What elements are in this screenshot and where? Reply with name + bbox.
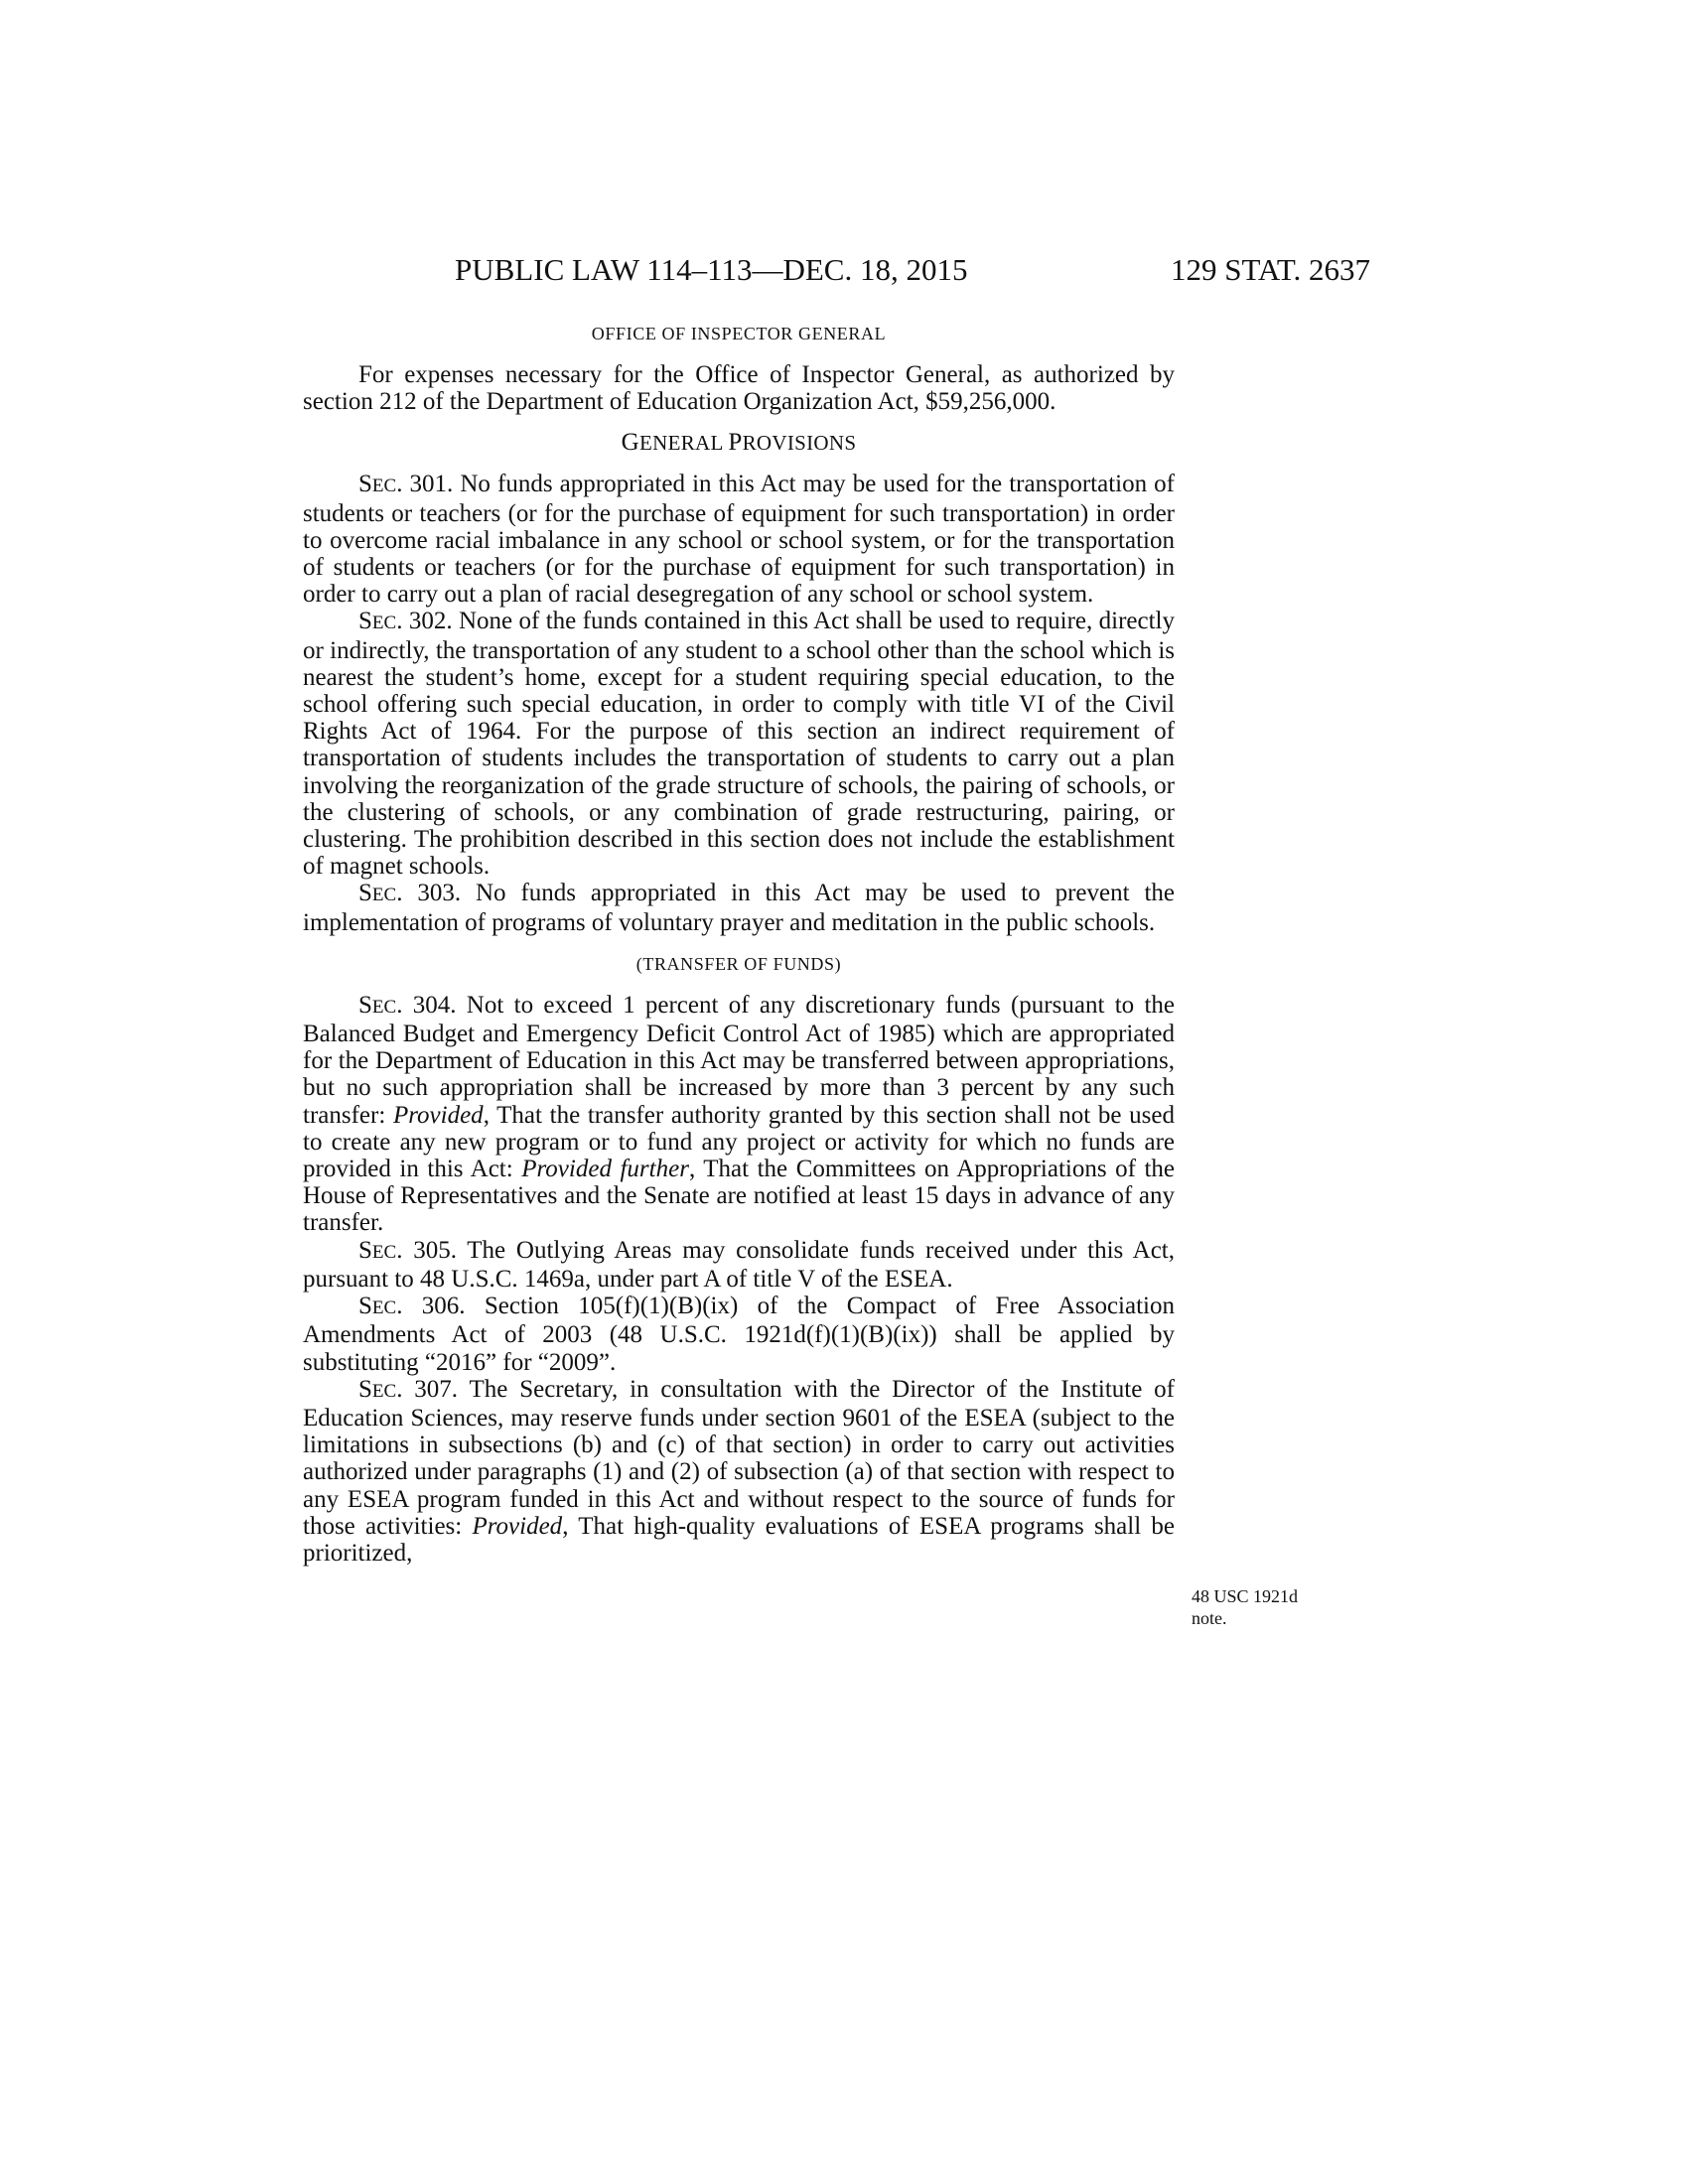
margin-note-line: 48 USC 1921d (1192, 1586, 1299, 1606)
section-label: SEC. 306. (358, 1293, 466, 1320)
section-306: SEC. 306. Section 105(f)(1)(B)(ix) of the Compact of Free Association Amendments Act of 2003 (48 U.S.C. 1921d(f)(1)(B)(ix)) shall be applied by substituting “2016” for “2009”. (303, 1293, 1175, 1376)
section-302: SEC. 302. None of the funds contained in this Act shall be used to require, directly or indirectly, the transportation of any student to a school other than the school which is nearest the student’s home, except for a student requiring special education, to the school offering such special education, in order to comply with title VI of the Civil Rights Act of 1964. For the purpose of this section an indirect requirement of transportation of students includes the transportation of students to carry out a plan involving the reorganization of the grade structure of schools, the pairing of schools, or the clustering of schools, or any combination of grade restructuring, pairing, or clustering. The prohibition described in this section does not include the establishment of magnet schools. (303, 608, 1176, 881)
statute-page-number: 129 STAT. 2637 (1170, 252, 1370, 287)
section-303: SEC. 303. No funds appropriated in this Act may be used to prevent the implementation of programs of voluntary prayer and meditation in the public schools. (303, 880, 1176, 936)
oig-paragraph: For expenses necessary for the Office of Inspector General, as authorized by section 212 of the Department of Education Organization Act, $59,256,000. (303, 361, 1175, 416)
oig-heading: OFFICE OF INSPECTOR GENERAL (591, 324, 887, 343)
section-label: SEC. 302. (358, 608, 453, 635)
section-301: SEC. 301. No funds appropriated in this Act may be used for the transportation of students or teachers (or for the purchase of equipment for such transportation) in order to overcome racial imbalance in any school or school system, or for the transportation of students or teachers (or for the purchase of equipment for such transportation) in order to carry out a plan of racial desegregation of any school or school system. (303, 471, 1176, 609)
section-label: SEC. 304. (358, 991, 457, 1019)
section-label: SEC. 307. (358, 1375, 459, 1403)
section-307: SEC. 307. The Secretary, in consultation with the Director of the Institute of Education Sciences, may reserve funds under section 9601 of the ESEA (subject to the limitations in subsections (b) and (c) of that section) in order to carry out activities authorized under paragraphs (1) and (2) of subsection (a) of that section with respect to any ESEA program funded in this Act and without respect to the source of funds for those activities: Provided, That high-quality evaluations of ESEA programs shall be prioritized, (303, 1375, 1176, 1567)
margin-note-section-306 (1192, 1585, 1350, 1629)
running-header (298, 250, 1370, 290)
section-label: SEC. 305. (358, 1236, 457, 1264)
text-column (303, 320, 1175, 1567)
transfer-of-funds-heading: (TRANSFER OF FUNDS) (635, 953, 842, 974)
margin-note-line: note. (1192, 1608, 1227, 1628)
section-305: SEC. 305. The Outlying Areas may consolidate funds received under this Act, pursuant to 48 U.S.C. 1469a, under part A of title V of the ESEA. (303, 1236, 1175, 1293)
section-304: SEC. 304. Not to exceed 1 percent of any discretionary funds (pursuant to the Balanced Budget and Emergency Deficit Control Act of 1985) which are appropriated for the Department of Education in this Act may be transferred between appropriations, but no such appropriation shall be increased by more than 3 percent by any such transfer: Provided, That the transfer authority granted by this section shall not be used to create any new program or to fund any project or activity for which no funds are provided in this Act: Provided further, That the Committees on Appropriations of the House of Representatives and the Senate are notified at least 15 days in advance of any transfer. (303, 991, 1176, 1237)
general-provisions-heading: GENERAL PROVISIONS (621, 429, 857, 457)
section-label: SEC. 303. (358, 880, 462, 907)
law-title: PUBLIC LAW 114–113—DEC. 18, 2015 (455, 252, 968, 287)
section-label: SEC. 301. (358, 471, 454, 498)
